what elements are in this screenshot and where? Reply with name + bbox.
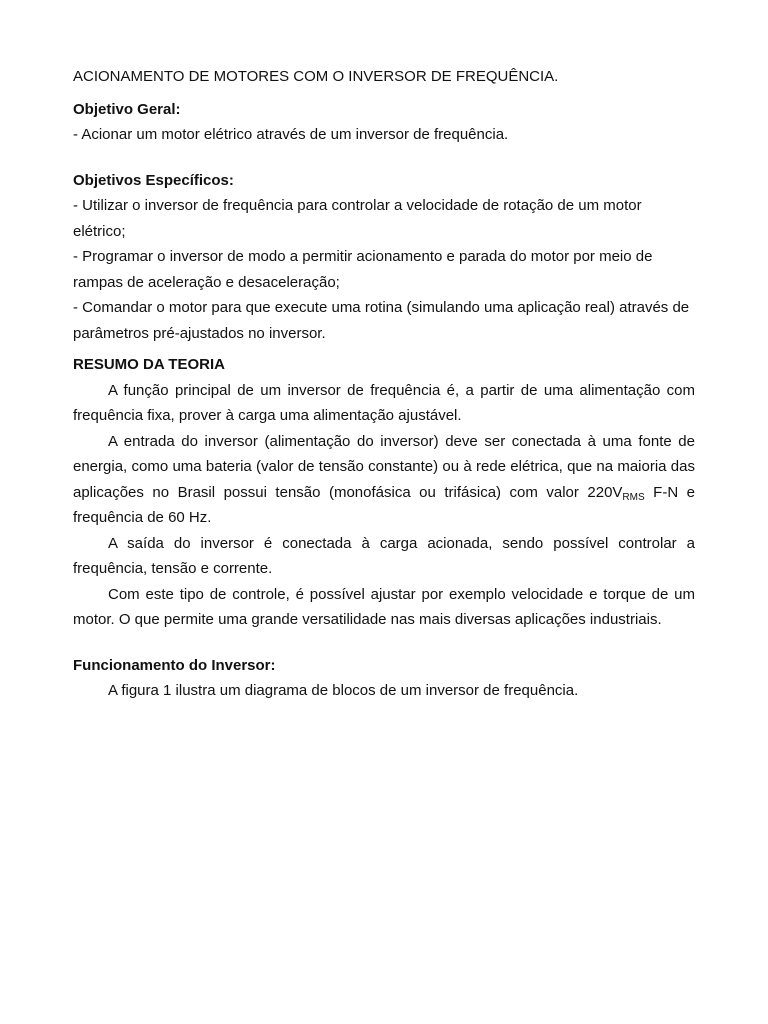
resumo-paragraph: Com este tipo de controle, é possível ajustar por exemplo velocidade e torque de um motor. O que permite uma grande versatilidade nas mais diversas aplicações industriais. (73, 585, 695, 628)
resumo-p2-tail: F-N e frequência de 60 Hz. (73, 483, 695, 526)
objetivo-geral-item: - Acionar um motor elétrico através de um inversor de frequência. (73, 126, 509, 143)
resumo-paragraph: A função principal de um inversor de frequência é, a partir de uma alimentação com frequência fixa, prover à carga uma alimentação ajustável. (73, 381, 695, 424)
resumo-paragraph: A saída do inversor é conectada à carga acionada, sendo possível controlar a frequência, tensão e corrente. (73, 534, 695, 577)
resumo-heading: RESUMO DA TEORIA (73, 356, 225, 373)
objetivos-especificos-item: - Comandar o motor para que execute uma rotina (simulando uma aplicação real) através de parâmetros pré-ajustados no inversor. (73, 299, 690, 342)
funcionamento-paragraph: A figura 1 ilustra um diagrama de blocos de um inversor de frequência. (108, 682, 579, 699)
objetivos-especificos-item: - Utilizar o inversor de frequência para controlar a velocidade de rotação de um motor elétrico; (73, 197, 642, 240)
objetivos-especificos-item: - Programar o inversor de modo a permitir acionamento e parada do motor por meio de rampas de aceleração e desaceleração; (73, 248, 653, 291)
objetivos-especificos-heading: Objetivos Específicos: (73, 171, 234, 189)
section-objetivo-geral (73, 97, 695, 148)
section-resumo-teoria (73, 352, 695, 633)
rms-subscript: RMS (622, 491, 645, 503)
section-funcionamento (73, 653, 695, 704)
resumo-paragraph (73, 429, 695, 531)
objetivo-geral-heading: Objetivo Geral: (73, 100, 181, 118)
section-objetivos-especificos (73, 168, 695, 347)
funcionamento-heading: Funcionamento do Inversor: (73, 656, 276, 674)
resumo-p2-text: A entrada do inversor (alimentação do inversor) deve ser conectada à uma fonte de energia, como uma bateria (valor de tensão constante) ou à rede elétrica, que na maioria das aplicações no Brasil possui tensão (monofásica ou trifásica) com valor 220V (73, 432, 695, 501)
document-title: ACIONAMENTO DE MOTORES COM O INVERSOR DE FREQUÊNCIA. (73, 68, 559, 85)
spacer (73, 633, 695, 653)
spacer (73, 148, 695, 168)
